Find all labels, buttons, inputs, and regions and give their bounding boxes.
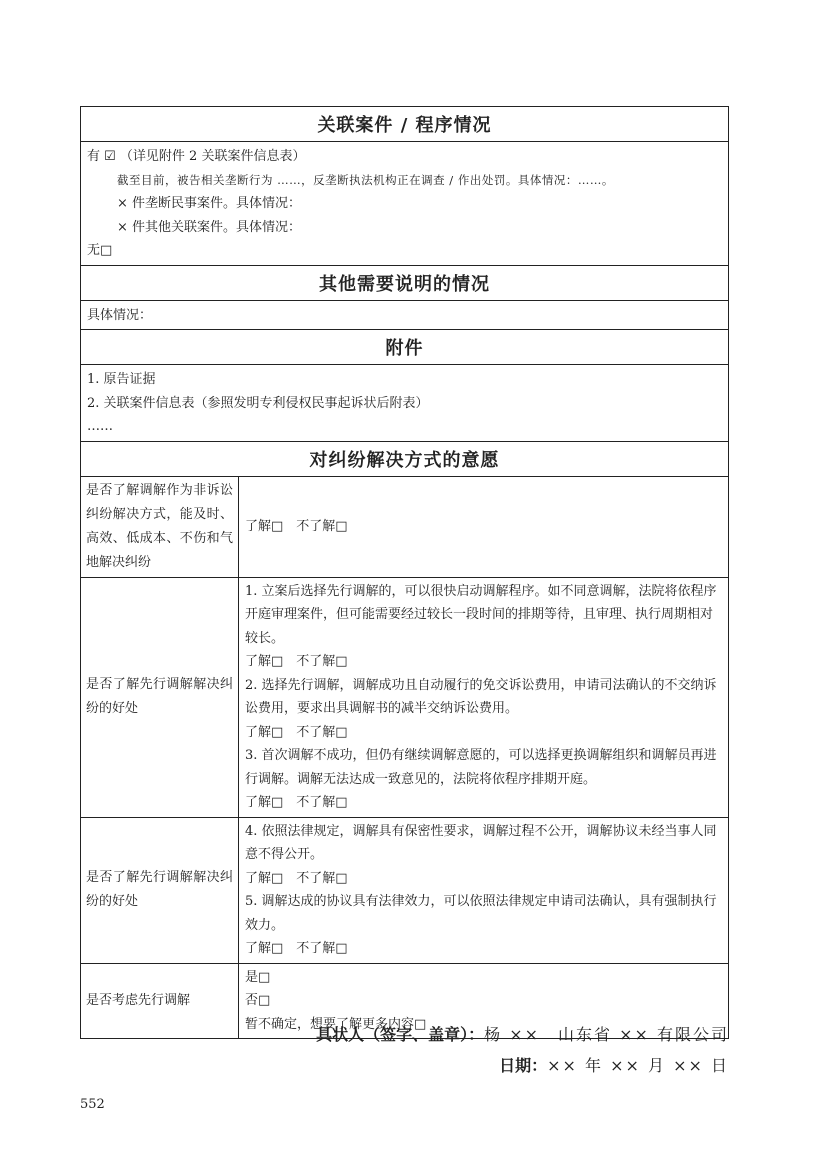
benefit-choice-3[interactable]: 了解□ 不了解□ (245, 795, 348, 810)
attachment-item-1: 1. 原告证据 (87, 372, 156, 387)
signature-label: 具状人（签字、盖章）： (316, 1025, 485, 1044)
benefit-choice-5[interactable]: 了解□ 不了解□ (245, 941, 348, 956)
benefit-paragraph-4: 4. 依照法律规定，调解具有保密性要求，调解过程不公开，调解协议未经当事人同意不得公开。 (245, 823, 717, 862)
section-title-related-cases: 关联案件 / 程序情况 (81, 107, 729, 142)
form-table (80, 106, 729, 1039)
signature-value: 杨 ×× 山东省 ×× 有限公司 (484, 1025, 729, 1044)
benefit-choice-1[interactable]: 了解□ 不了解□ (245, 654, 348, 669)
other-info-body (81, 300, 729, 330)
date-label: 日期： (499, 1056, 548, 1075)
related-other-line: × 件其他关联案件。具体情况： (117, 219, 302, 235)
attachments-body (81, 365, 729, 442)
date-value: ×× 年 ×× 月 ×× 日 (547, 1056, 729, 1075)
benefit-paragraph-1: 1. 立案后选择先行调解的，可以很快启动调解程序。如不同意调解，法院将依程序开庭审理案件，但可能需要经过较长一段时间的排期等待，且审理、执行周期相对较长。 (245, 583, 717, 646)
benefit-paragraph-5: 5. 调解达成的协议具有法律效力，可以依照法律规定申请司法确认，具有强制执行效力。 (245, 894, 717, 933)
page-number: 552 (80, 1097, 105, 1112)
answer-mediation-benefits-1 (239, 577, 729, 817)
option-no[interactable]: 否□ (245, 993, 271, 1008)
benefit-paragraph-3: 3. 首次调解不成功，但仍有继续调解意愿的，可以选择更换调解组织和调解员再进行调解。调解无法达成一致意见的，法院将依程序排期开庭。 (245, 748, 717, 787)
related-cases-body (81, 142, 729, 266)
section-title-dispute-resolution: 对纠纷解决方式的意愿 (81, 441, 729, 476)
related-no-line: 无□ (87, 243, 113, 258)
benefit-choice-2[interactable]: 了解□ 不了解□ (245, 724, 348, 740)
option-yes[interactable]: 是□ (245, 969, 271, 985)
benefit-choice-4[interactable]: 了解□ 不了解□ (245, 870, 348, 886)
related-yes-line: 有 ☑ （详见附件 2 关联案件信息表） (87, 149, 306, 164)
option-unsure[interactable]: 暂不确定，想要了解更多内容□ (245, 1016, 427, 1032)
question-mediation-benefits-1: 是否了解先行调解解决纠纷的好处 (81, 577, 239, 817)
question-mediation-benefits-2: 是否了解先行调解解决纠纷的好处 (81, 817, 239, 963)
related-status-line: 截至目前，被告相关垄断行为 ……，反垄断执法机构正在调查 / 作出处罚。具体情况：……。 (117, 172, 614, 187)
date-line (499, 1053, 729, 1076)
related-civil-line: × 件垄断民事案件。具体情况： (117, 196, 302, 211)
attachment-item-ellipsis: …… (87, 419, 113, 434)
answer-mediation-awareness[interactable]: 了解□ 不了解□ (239, 476, 729, 577)
other-info-line: 具体情况： (87, 307, 153, 323)
benefit-paragraph-2: 2. 选择先行调解，调解成功且自动履行的免交诉讼费用，申请司法确认的不交纳诉讼费用，要求出具调解书的减半交纳诉讼费用。 (245, 677, 717, 716)
attachment-item-2: 2. 关联案件信息表（参照发明专利侵权民事起诉状后附表） (87, 395, 429, 411)
question-mediation-awareness: 是否了解调解作为非诉讼纠纷解决方式，能及时、高效、低成本、不伤和气地解决纠纷 (81, 476, 239, 577)
signature-line (316, 1022, 729, 1045)
section-title-attachments: 附件 (81, 330, 729, 365)
question-consider-mediation: 是否考虑先行调解 (81, 963, 239, 1039)
section-title-other-info: 其他需要说明的情况 (81, 265, 729, 300)
answer-mediation-benefits-2 (239, 817, 729, 963)
